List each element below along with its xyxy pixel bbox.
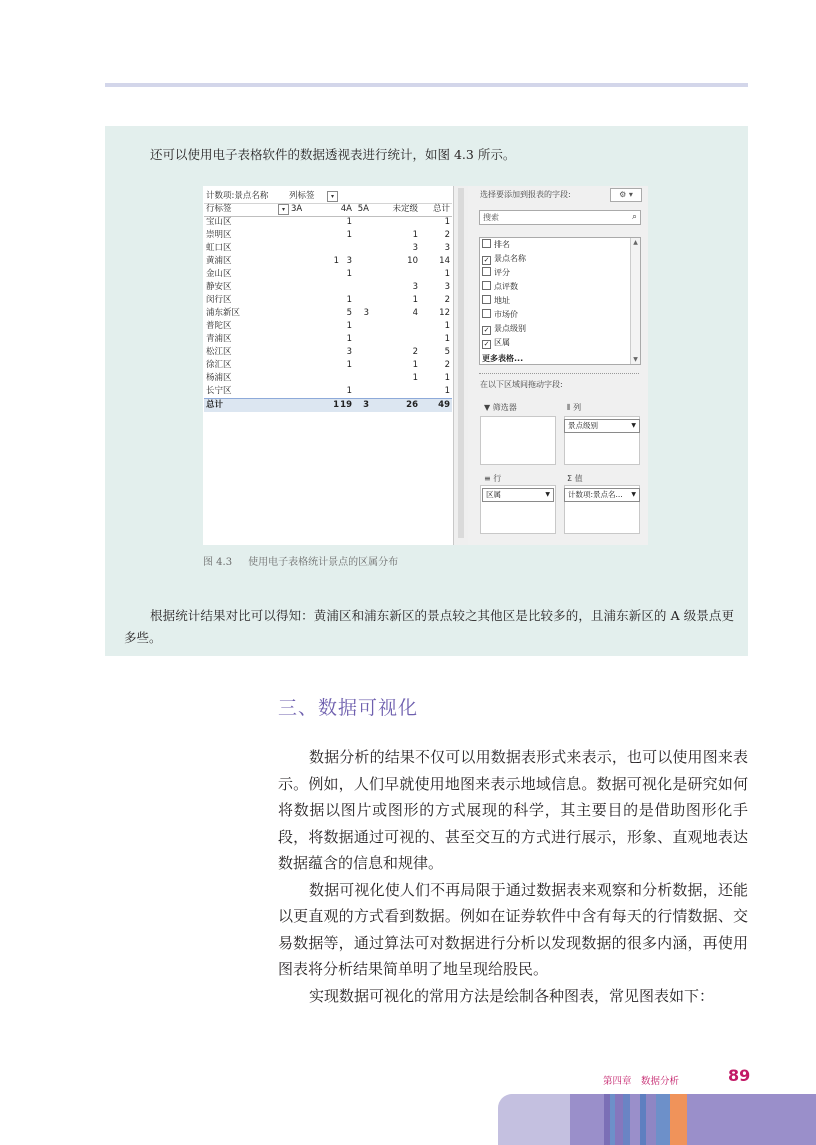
pivot-cell-4a: 1 [346, 269, 352, 279]
scroll-up-icon[interactable]: ▲ [633, 239, 638, 246]
pivot-header-row-2 [204, 203, 452, 217]
pivot-cell-4a: 5 [346, 308, 352, 318]
paragraph: 实现数据可视化的常用方法是绘制各种图表，常见图表如下： [309, 986, 715, 1005]
field-item-label: 市场价 [494, 310, 518, 319]
pivot-cell-total: 14 [439, 256, 450, 266]
row-filter-dropdown[interactable]: ▾ [278, 204, 289, 215]
pivot-cell-unrated: 10 [407, 256, 418, 266]
pivot-cell-district: 青浦区 [206, 334, 232, 344]
pivot-col-5a: 5A [357, 204, 369, 214]
pivot-cell-district: 黄浦区 [206, 256, 232, 266]
field-list-scrollbar[interactable] [630, 238, 640, 364]
pivot-cell-district: 浦东新区 [206, 308, 241, 318]
pivot-cell-4a: 19 [340, 400, 352, 410]
field-item[interactable] [482, 337, 510, 349]
checkbox-checked-icon[interactable]: ✓ [483, 256, 490, 264]
pivot-cell-3a: 1 [333, 400, 339, 410]
values-field-pill[interactable]: 计数项:景点名... ▼ [564, 488, 640, 502]
pivot-cell-total: 3 [444, 243, 450, 253]
field-item-label: 景点名称 [494, 254, 526, 263]
field-list [479, 237, 641, 365]
pivot-cell-3a: 1 [333, 256, 339, 266]
filters-area-title: ▼ 筛选器 [484, 403, 517, 412]
box-intro-text: 还可以使用电子表格软件的数据透视表进行统计，如图 4.3 所示。 [150, 147, 516, 162]
checkbox-icon[interactable] [482, 267, 491, 276]
pivot-cell-4a: 1 [346, 230, 352, 240]
pivot-cell-unrated: 1 [412, 295, 418, 305]
pivot-cell-total: 1 [444, 373, 450, 383]
pivot-cell-4a: 1 [346, 386, 352, 396]
pivot-cell-4a: 3 [346, 347, 352, 357]
pivot-cell-total: 2 [444, 230, 450, 240]
pivot-cell-5a: 3 [363, 308, 369, 318]
more-tables-link[interactable]: 更多表格... [482, 354, 524, 363]
section-title: 三、数据可视化 [278, 697, 419, 719]
pivot-cell-4a: 1 [346, 217, 352, 227]
pivot-row [204, 229, 452, 242]
checkbox-icon[interactable] [482, 295, 491, 304]
checkbox-checked-icon[interactable]: ✓ [483, 340, 490, 348]
pivot-cell-district: 松江区 [206, 347, 232, 357]
pivot-row [204, 255, 452, 268]
pivot-cell-unrated: 1 [412, 360, 418, 370]
header-rule [105, 83, 748, 87]
pivot-cell-unrated: 26 [406, 400, 418, 410]
field-item-label: 地址 [494, 296, 510, 305]
columns-icon: ⦀ [567, 403, 574, 412]
pivot-cell-unrated: 3 [412, 243, 418, 253]
footer-chapter: 第四章 数据分析 [603, 1076, 680, 1087]
col-filter-dropdown[interactable]: ▾ [327, 191, 338, 202]
checkbox-icon[interactable] [482, 309, 491, 318]
pivot-cell-total: 5 [444, 347, 450, 357]
pivot-cell-5a: 3 [363, 400, 369, 410]
checkbox-checked-icon[interactable]: ✓ [483, 326, 490, 334]
pivot-cell-total: 49 [438, 400, 450, 410]
figure-caption [203, 553, 398, 568]
field-item-label: 区属 [494, 338, 510, 347]
pivot-cell-unrated: 2 [412, 347, 418, 357]
pivot-cell-total: 3 [444, 282, 450, 292]
rows-icon: ≡ [484, 474, 494, 483]
pivot-cell-4a: 1 [346, 321, 352, 331]
pivot-cell-total: 12 [439, 308, 450, 318]
chevron-down-icon: ▼ [631, 491, 636, 498]
field-item[interactable] [482, 323, 526, 335]
filter-icon: ▼ [484, 403, 493, 412]
columns-area-title: ⦀ 列 [567, 403, 582, 412]
scroll-down-icon[interactable]: ▼ [633, 356, 638, 363]
pivot-cell-4a: 1 [346, 295, 352, 305]
pivot-col-unrated: 未定级 [392, 204, 418, 214]
pivot-row [204, 359, 452, 372]
field-item-label: 景点级别 [494, 324, 526, 333]
gear-icon[interactable]: ⚙ ▾ [610, 188, 642, 202]
pivot-row [204, 320, 452, 333]
field-item[interactable] [482, 281, 518, 293]
pivot-row [204, 333, 452, 346]
pivot-row [204, 242, 452, 255]
pivot-value-label: 计数项:景点名称 [206, 191, 269, 201]
sigma-icon: Σ [567, 474, 575, 483]
pivot-cell-unrated: 1 [412, 373, 418, 383]
pivot-cell-total: 1 [444, 334, 450, 344]
field-list-pane [468, 186, 648, 545]
field-item-label: 点评数 [494, 282, 518, 291]
pivot-cell-district: 长宁区 [206, 386, 232, 396]
pivot-cell-unrated: 1 [412, 230, 418, 240]
filters-area[interactable] [480, 416, 556, 465]
field-search-input[interactable]: 搜索 ⌕ [479, 210, 641, 225]
field-item-label: 评分 [494, 268, 510, 277]
pivot-cell-district: 总计 [206, 400, 224, 410]
field-item[interactable] [482, 253, 526, 265]
pivot-cell-4a: 1 [346, 360, 352, 370]
pivot-row [204, 281, 452, 294]
pivot-total-row [204, 398, 452, 412]
pivot-col-total: 总计 [432, 204, 450, 214]
pivot-row [204, 294, 452, 307]
pivot-cell-district: 杨浦区 [206, 373, 232, 383]
field-item[interactable] [482, 309, 518, 321]
pivot-row-label: 行标签 [206, 204, 232, 214]
rows-area-title: ≡ 行 [484, 474, 502, 483]
chevron-down-icon: ▼ [631, 422, 636, 429]
pivot-cell-district: 金山区 [206, 269, 232, 279]
pivot-cell-4a: 3 [346, 256, 352, 266]
field-item[interactable] [482, 295, 510, 307]
paragraph: 数据可视化使人们不再局限于通过数据表来观察和分析数据，还能以更直观的方式看到数据。例如在证券软件中含有每天的行情数据、交易数据等，通过算法可对数据进行分析以发现数据的很多内涵，再使用图表将分析结果简单明了地呈现给股民。 [278, 880, 748, 978]
checkbox-icon[interactable] [482, 239, 491, 248]
pivot-cell-district: 徐汇区 [206, 360, 232, 370]
pane-splitter[interactable] [453, 186, 469, 545]
pivot-cell-district: 普陀区 [206, 321, 232, 331]
pivot-row [204, 216, 452, 229]
pivot-cell-total: 1 [444, 217, 450, 227]
pivot-cell-4a: 1 [346, 334, 352, 344]
figure-number: 图 4.3 [203, 557, 233, 568]
paragraph: 数据分析的结果不仅可以用数据表形式来表示，也可以使用图来表示。例如，人们早就使用地图来表示地域信息。数据可视化是研究如何将数据以图片或图形的方式展现的科学，其主要目的是借助图形化手段，将数据通过可视的、甚至交互的方式进行展示，形象、直观地表达数据蕴含的信息和规律。 [278, 748, 748, 872]
pivot-screenshot [203, 186, 648, 545]
pivot-cell-total: 1 [444, 269, 450, 279]
pivot-cell-district: 崇明区 [206, 230, 232, 240]
pivot-row [204, 385, 452, 398]
rows-field-pill[interactable]: 区属 ▼ [482, 488, 554, 502]
pivot-cell-unrated: 4 [412, 308, 418, 318]
field-item[interactable] [482, 239, 510, 251]
pivot-cell-total: 1 [444, 321, 450, 331]
drag-hint: 在以下区域间拖动字段: [480, 380, 563, 389]
search-icon: ⌕ [631, 212, 637, 222]
field-list-title: 选择要添加到报表的字段: [480, 190, 571, 199]
pivot-header-row-1 [204, 190, 452, 204]
pivot-cell-district: 虹口区 [206, 243, 232, 253]
figure-caption-text: 使用电子表格统计景点的区属分布 [248, 557, 399, 568]
pivot-row [204, 372, 452, 385]
pivot-col-3a: 3A [291, 204, 303, 214]
values-area-title: Σ 值 [567, 474, 583, 483]
pivot-cell-total: 1 [444, 386, 450, 396]
pivot-row [204, 346, 452, 359]
columns-field-pill[interactable]: 景点级别 ▼ [564, 419, 640, 433]
pivot-col-label: 列标签 [289, 191, 315, 201]
checkbox-icon[interactable] [482, 281, 491, 290]
pivot-cell-unrated: 3 [412, 282, 418, 292]
pivot-col-4a: 4A [340, 204, 352, 214]
pivot-cell-total: 2 [444, 360, 450, 370]
pivot-cell-district: 闵行区 [206, 295, 232, 305]
page-number: 89 [728, 1066, 751, 1085]
pivot-cell-total: 2 [444, 295, 450, 305]
field-item[interactable] [482, 267, 510, 279]
pivot-row [204, 307, 452, 320]
pivot-cell-district: 静安区 [206, 282, 232, 292]
field-item-label: 排名 [494, 240, 510, 249]
box-conclusion-text: 根据统计结果对比可以得知：黄浦区和浦东新区的景点较之其他区是比较多的，且浦东新区的 A 级景点更多些。 [124, 608, 734, 645]
pivot-cell-district: 宝山区 [206, 217, 232, 227]
chevron-down-icon: ▼ [545, 491, 550, 498]
body-text [278, 744, 748, 1009]
pivot-row [204, 268, 452, 281]
